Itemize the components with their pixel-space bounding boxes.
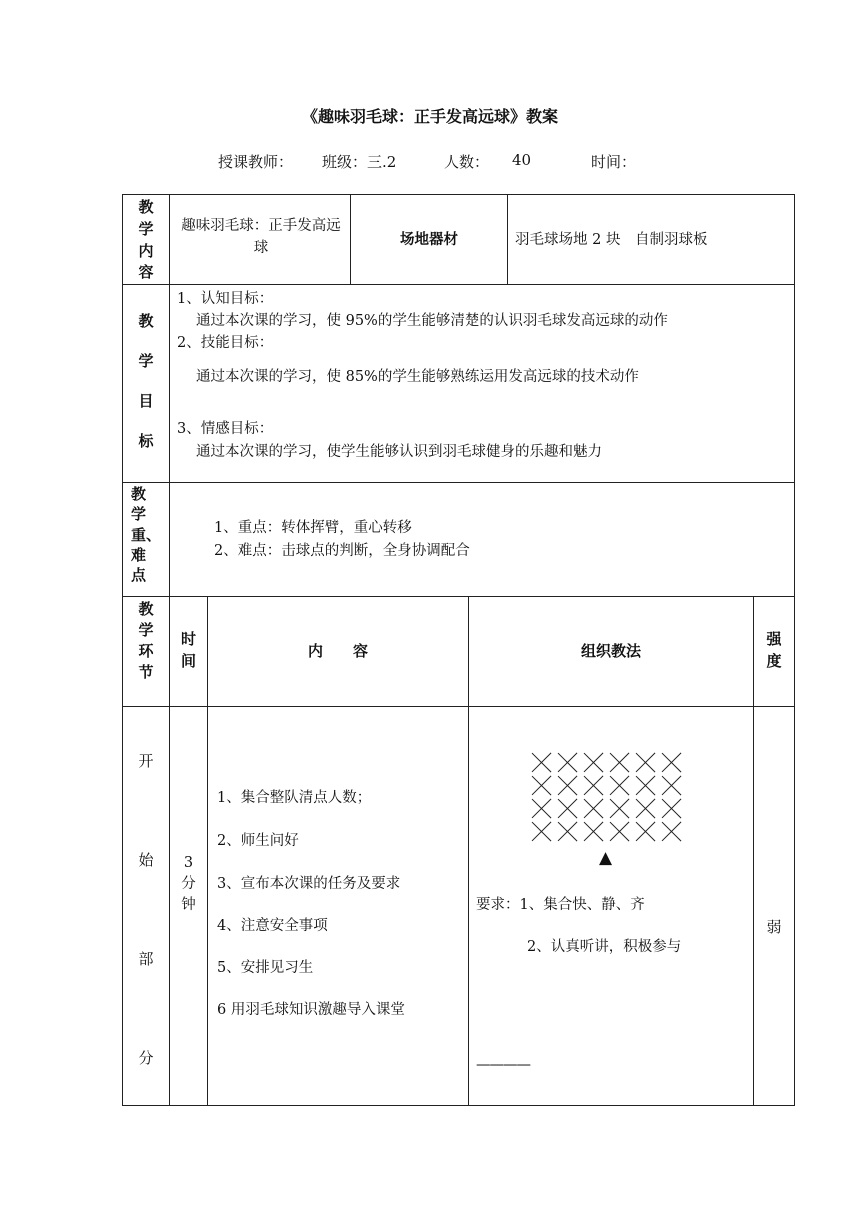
student-mark (661, 797, 684, 820)
keypoint-difficulty: 2、难点：击球点的判断，全身协调配合 (214, 543, 470, 559)
opening-time: 3 分 钟 (181, 855, 196, 914)
opening-stage-label: 开 始 部 分 (138, 752, 154, 1067)
content-header: 内 容 (307, 642, 368, 660)
document-title: 《趣味羽毛球：正手发高远球》教案 (301, 107, 558, 126)
student-mark (557, 774, 580, 797)
opening-intensity: 弱 (766, 918, 782, 936)
student-mark (661, 751, 684, 774)
student-mark (583, 797, 606, 820)
list-item: 1、集合整队清点人数； (217, 790, 372, 806)
goal-skill-title: 2、技能目标： (177, 335, 274, 351)
keypoint-focus: 1、重点：转体挥臂，重心转移 (214, 520, 412, 536)
goal-cognitive-title: 1、认知目标： (177, 291, 274, 307)
equipment-value: 羽毛球场地 2 块 自制羽球板 (515, 232, 708, 248)
stage-header: 教 学 环 节 (138, 600, 154, 681)
dash-line: ———— (476, 1057, 530, 1073)
student-mark (557, 751, 580, 774)
requirement-1: 要求：1、集合快、静、齐 (476, 897, 645, 913)
time-header: 时 间 (180, 630, 196, 670)
requirement-2: 2、认真听讲，积极参与 (527, 939, 682, 955)
student-mark (635, 820, 658, 843)
student-mark (661, 820, 684, 843)
goal-affective-text: 通过本次课的学习，使学生能够认识到羽毛球健身的乐趣和魅力 (196, 444, 602, 460)
student-mark (583, 820, 606, 843)
student-mark (609, 820, 632, 843)
student-mark (583, 751, 606, 774)
count-value: 40 (512, 151, 532, 169)
list-item: 4、注意安全事项 (217, 918, 328, 934)
opening-content-list (217, 788, 405, 1022)
student-mark (609, 774, 632, 797)
student-mark (531, 820, 554, 843)
equipment-label: 场地器材 (400, 232, 458, 248)
class-label: 班级：三.2 (322, 153, 397, 171)
student-mark (583, 774, 606, 797)
goals-header: 教 学 目 标 (138, 312, 154, 450)
student-mark (531, 797, 554, 820)
student-mark (635, 751, 658, 774)
goal-cognitive-text: 通过本次课的学习，使 95%的学生能够清楚的认识羽毛球发高远球的动作 (196, 313, 668, 329)
intensity-header: 强 度 (766, 630, 782, 670)
goal-affective-title: 3、情感目标： (177, 421, 274, 437)
student-formation (531, 751, 687, 843)
keypoints-header: 教 学 重、 难 点 (131, 485, 162, 584)
list-item: 5、安排见习生 (217, 960, 314, 976)
student-mark (609, 751, 632, 774)
student-mark (635, 797, 658, 820)
student-mark (557, 820, 580, 843)
teaching-content-header: 教学内容 (138, 198, 154, 282)
student-mark (635, 774, 658, 797)
student-mark (609, 797, 632, 820)
goal-skill-text: 通过本次课的学习，使 85%的学生能够熟练运用发高远球的技术动作 (196, 369, 639, 385)
teacher-label: 授课教师： (218, 153, 294, 171)
teacher-triangle-icon: ▲ (599, 848, 613, 868)
method-header: 组织教法 (580, 642, 641, 660)
student-mark (557, 797, 580, 820)
teaching-content-value: 趣味羽毛球：正手发高远球 (181, 218, 341, 256)
time-label: 时间： (591, 153, 637, 171)
student-mark (661, 774, 684, 797)
student-mark (531, 751, 554, 774)
list-item: 6 用羽毛球知识激趣导入课堂 (217, 1002, 405, 1018)
list-item: 2、师生问好 (217, 833, 299, 849)
student-mark (531, 774, 554, 797)
list-item: 3、宣布本次课的任务及要求 (217, 876, 401, 892)
count-label: 人数： (444, 153, 490, 171)
